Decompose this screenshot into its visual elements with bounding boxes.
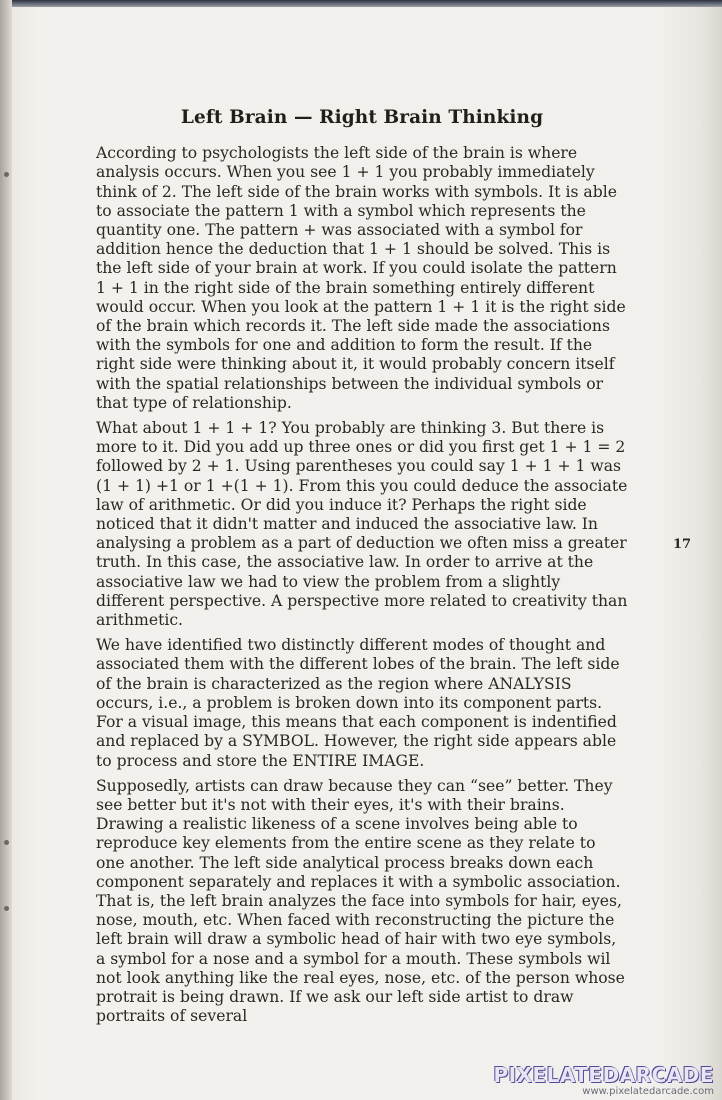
page-binding <box>0 0 12 1100</box>
binding-hole <box>4 906 9 911</box>
binding-hole <box>4 172 9 177</box>
page-title: Left Brain — Right Brain Thinking <box>180 107 544 128</box>
watermark-logo: PIXELATEDARCADE <box>493 1063 714 1087</box>
page-number: 17 <box>673 537 692 552</box>
paragraph-1: According to psychologists the left side of the brain is where analysis occurs. When you see 1 + 1 you probably immediately think of 2. The left side of the brain works with symbols. It is able to associate the pattern 1 with a symbol which represents the quantity one. The pattern + was associated with a symbol for addition hence the deduction that 1 + 1 should be solved. This is the left side of your brain at work. If you could isolate the pattern 1 + 1 in the right side of the brain something entirely different would occur. When you look at the pattern 1 + 1 it is the right side of the brain which records it. The left side made the associations with the symbols for one and addition to form the result. If the right side were thinking about it, it would probably concern itself with the spatial relationships between the individual symbols or that type of relationship. <box>96 144 626 412</box>
watermark <box>493 1064 714 1098</box>
paragraph-3: We have identified two distinctly different modes of thought and associated them with the different lobes of the brain. The left side of the brain is characterized as the region where ANALYSIS occurs, i.e., a problem is broken down into its component parts. For a visual image, this means that each component is indentified and replaced by a SYMBOL. However, the right side appears able to process and store the ENTIRE IMAGE. <box>96 636 620 770</box>
page-top-edge <box>0 0 722 7</box>
binding-hole <box>4 840 9 845</box>
paragraph-2: What about 1 + 1 + 1? You probably are thinking 3. But there is more to it. Did you add up three ones or did you first get 1 + 1 = 2 followed by 2 + 1. Using parentheses you could say 1 + 1 + 1 was (1 + 1) +1 or 1 +(1 + 1). From this you could deduce the associate law of arithmetic. Or did you induce it? Perhaps the right side noticed that it didn't matter and induced the associative law. In analysing a problem as a part of deduction we often miss a greater truth. In this case, the associative law. In order to arrive at the associative law we had to view the problem from a slightly different perspective. A perspective more related to creativity than arithmetic. <box>96 419 628 630</box>
paragraph-4: Supposedly, artists can draw because they can “see” better. They see better but it's not with their eyes, it's with their brains. Drawing a realistic likeness of a scene involves being able to reproduce key elements from the entire scene as they relate to one another. The left side analytical process breaks down each component separately and replaces it with a symbolic association. That is, the left brain analyzes the face into symbols for hair, eyes, nose, mouth, etc. When faced with reconstructing the picture the left brain will draw a symbolic head of hair with two eye symbols, a symbol for a nose and a symbol for a mouth. These symbols wil not look anything like the real eyes, nose, etc. of the person whose protrait is being drawn. If we ask our left side artist to draw portraits of several <box>96 776 625 1026</box>
watermark-url: www.pixelatedarcade.com <box>582 1086 714 1097</box>
page-content <box>96 108 628 1032</box>
